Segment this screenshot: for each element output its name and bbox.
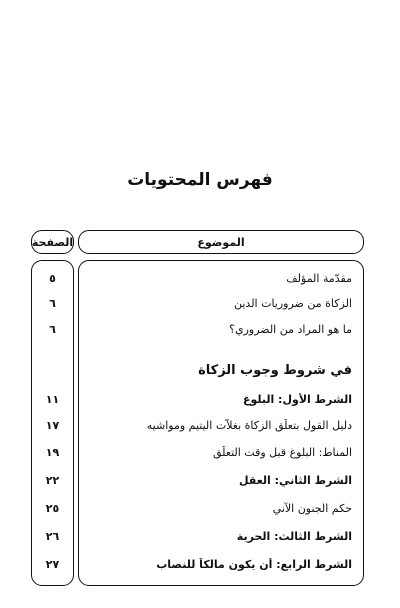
toc-page-number: ٦ <box>49 297 56 310</box>
toc-page-number: ١٩ <box>45 446 60 459</box>
toc-entry: الشرط الرابع: أن يكون مالكاً للنصاب <box>156 558 352 571</box>
section-heading: في شروط وجوب الزكاة <box>198 363 352 378</box>
toc-page-number: ٢٧ <box>45 558 60 571</box>
toc-page-number: ٦ <box>49 323 56 336</box>
toc-page-number: ٢٦ <box>45 530 60 543</box>
toc-page-number: ٢٢ <box>45 474 60 487</box>
toc-entry: حكم الجنون الآني <box>272 502 352 515</box>
toc-entry: ما هو المراد من الضروري؟ <box>229 323 352 336</box>
toc-page-number: ١١ <box>45 393 60 406</box>
toc-entry: الشرط الثاني: العقل <box>238 474 352 487</box>
toc-page-number: ٥ <box>49 272 56 285</box>
toc-page-number: ١٧ <box>45 419 60 432</box>
toc-entry: الشرط الأول: البلوغ <box>242 393 352 406</box>
toc-entry: الزكاة من ضروريات الدين <box>233 297 352 310</box>
toc-entry: مقدّمة المؤلف <box>286 272 352 285</box>
toc-page-number: ٢٥ <box>45 502 60 515</box>
toc-entry: الشرط الثالث: الحرية <box>236 530 352 543</box>
page-column-header: الصفحة <box>31 230 74 254</box>
toc-entry: دليل القول بتعلّق الزكاة بغلاّت اليتيم ومواشيه <box>146 419 352 432</box>
toc-entry: المناط: البلوغ قبل وقت التعلّق <box>212 446 352 459</box>
page-title: فهرس المحتويات <box>127 170 273 190</box>
topic-column-header: الموضوع <box>78 230 364 254</box>
